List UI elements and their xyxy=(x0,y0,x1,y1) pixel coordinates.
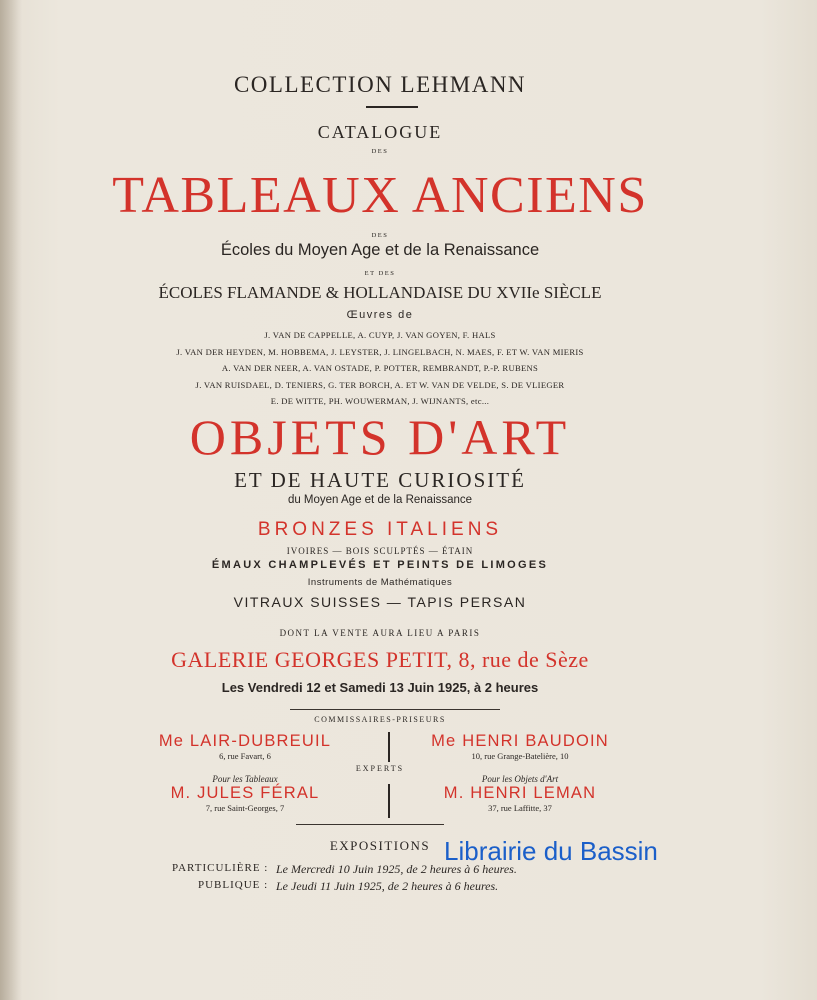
objets-period: du Moyen Age et de la Renaissance xyxy=(287,494,473,506)
expert-left-note: Pour les Tableaux xyxy=(212,774,278,784)
commissaires-divider xyxy=(290,709,500,710)
ecoles-flamande: ÉCOLES FLAMANDE & HOLLANDAISE DU XVIIe SIÈCLE xyxy=(158,283,602,302)
expo-publique-label: PUBLIQUE : xyxy=(198,879,269,891)
et-des-label: ET DES xyxy=(364,270,396,277)
commissaire-left-name: Me LAIR-DUBREUIL xyxy=(158,732,332,750)
collection-title: COLLECTION LEHMANN xyxy=(233,72,527,97)
commissaire-right-name: Me HENRI BAUDOIN xyxy=(431,732,609,750)
artist-line: J. VAN DE CAPPELLE, A. CUYP, J. VAN GOYEN, F. HALS xyxy=(264,330,496,340)
sale-dates: Les Vendredi 12 et Samedi 13 Juin 1925, à 2 heures xyxy=(221,680,539,695)
expert-left-name: M. JULES FÉRAL xyxy=(170,784,320,802)
objets-d-art-heading: OBJETS D'ART xyxy=(189,409,571,465)
artist-line: A. VAN DER NEER, A. VAN OSTADE, P. POTTER, REMBRANDT, P.-P. RUBENS xyxy=(221,363,539,373)
experts-heading: EXPERTS xyxy=(355,764,405,773)
commissaires-separator xyxy=(388,732,390,762)
bookseller-watermark: Librairie du Bassin xyxy=(444,836,658,866)
artist-line: J. VAN DER HEYDEN, M. HOBBEMA, J. LEYSTER, J. LINGELBACH, N. MAES, F. ET W. VAN MIERIS xyxy=(176,346,584,357)
artist-list xyxy=(0,327,760,410)
artist-line: J. VAN RUISDAEL, D. TENIERS, G. TER BORCH, A. ET W. VAN DE VELDE, S. DE VLIEGER xyxy=(195,379,565,390)
galerie-address: GALERIE GEORGES PETIT, 8, rue de Sèze xyxy=(171,647,589,672)
des-label-1: DES xyxy=(371,148,389,155)
des-label-2: DES xyxy=(371,232,389,239)
expert-right-address: 37, rue Laffitte, 37 xyxy=(488,803,552,813)
vente-notice: DONT LA VENTE AURA LIEU A PARIS xyxy=(279,628,481,638)
vitraux-line: VITRAUX SUISSES — TAPIS PERSAN xyxy=(233,594,527,610)
expo-particuliere-text: Le Mercredi 10 Juin 1925, de 2 heures à 6 heures. xyxy=(276,862,517,876)
expert-right xyxy=(400,774,640,813)
expert-left xyxy=(120,774,370,813)
experts-divider xyxy=(296,824,444,825)
commissaire-right xyxy=(400,732,640,761)
haute-curiosite-subtitle: ET DE HAUTE CURIOSITÉ xyxy=(234,468,526,492)
ecoles-moyen-age: Écoles du Moyen Age et de la Renaissance xyxy=(220,241,540,259)
commissaire-left xyxy=(120,732,370,761)
bronzes-italiens-heading: BRONZES ITALIENS xyxy=(257,519,503,540)
experts-separator xyxy=(388,784,390,818)
expert-right-name: M. HENRI LEMAN xyxy=(443,784,597,802)
expo-particuliere-label: PARTICULIÈRE : xyxy=(172,862,269,874)
title-divider xyxy=(366,106,418,108)
expert-right-note: Pour les Objets d'Art xyxy=(481,774,559,784)
expositions-heading: EXPOSITIONS xyxy=(329,838,431,853)
instruments-line: Instruments de Mathématiques xyxy=(307,577,453,588)
emaux-line: ÉMAUX CHAMPLEVÉS ET PEINTS DE LIMOGES xyxy=(211,559,549,571)
commissaire-left-address: 6, rue Favart, 6 xyxy=(219,751,271,761)
oeuvres-de-label: Œuvres de xyxy=(346,309,414,321)
commissaires-heading: COMMISSAIRES-PRISEURS xyxy=(314,715,446,724)
tableaux-anciens-heading: TABLEAUX ANCIENS xyxy=(112,167,648,224)
artist-line: E. DE WITTE, PH. WOUWERMAN, J. WIJNANTS, etc... xyxy=(270,396,490,406)
catalogue-label: CATALOGUE xyxy=(317,122,443,142)
commissaire-right-address: 10, rue Grange-Batelière, 10 xyxy=(471,751,569,761)
expert-left-address: 7, rue Saint-Georges, 7 xyxy=(205,803,285,813)
ivoires-line: IVOIRES — BOIS SCULPTÉS — ÉTAIN xyxy=(286,546,474,556)
expo-publique-text: Le Jeudi 11 Juin 1925, de 2 heures à 6 heures. xyxy=(276,879,499,893)
